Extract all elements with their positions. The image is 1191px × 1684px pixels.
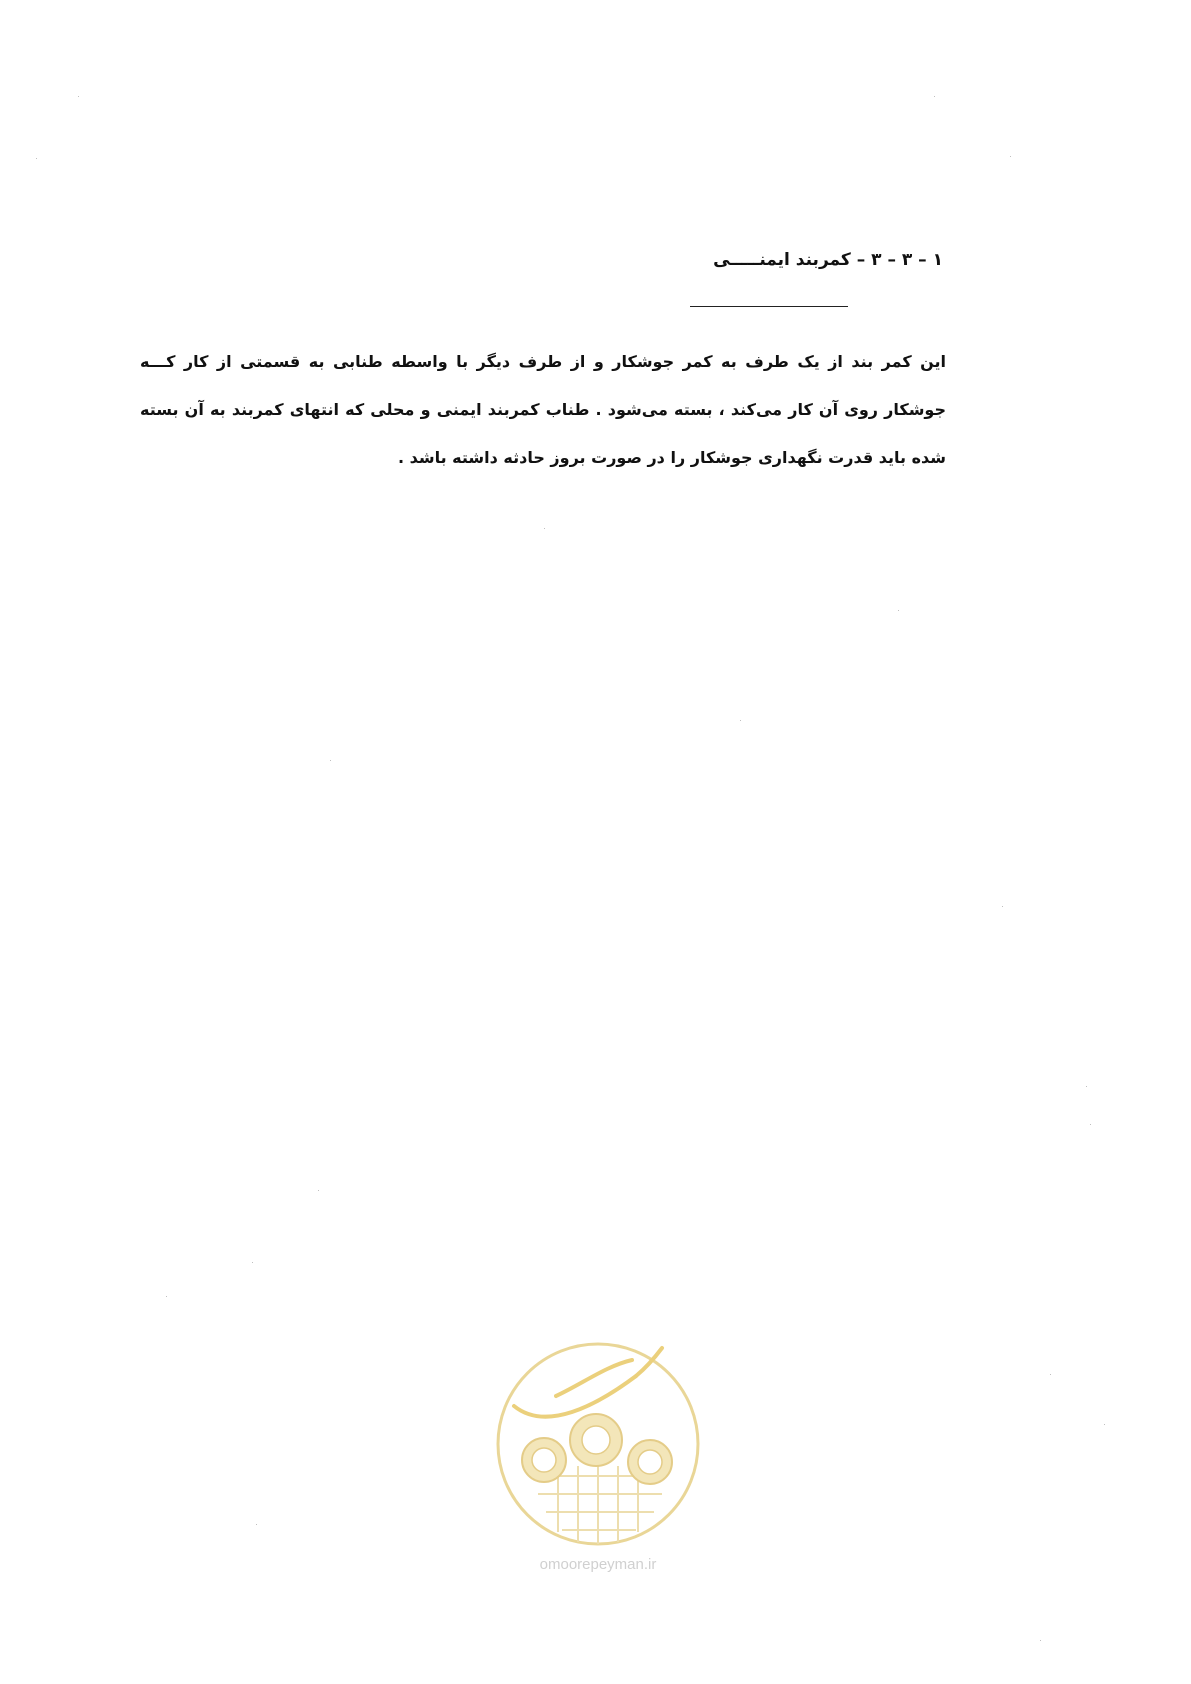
paragraph-line-2: جوشکار روی آن کار می‌کند ، بسته می‌شود . طناب کمربند ایمنی و محلی که انتهای کمربند به آن بسته xyxy=(140,400,946,419)
paragraph-line-3: شده باید قدرت نگهداری جوشکار را در صورت بروز حادثه داشته باشد . xyxy=(397,448,946,467)
watermark-logo xyxy=(486,1336,710,1586)
scan-speck xyxy=(1104,1424,1105,1425)
section-heading: ۱ – ۳ – ۳ – کمربند ایمنـــــی xyxy=(713,250,943,270)
scan-speck xyxy=(1002,906,1003,907)
scan-speck xyxy=(1040,1640,1041,1641)
scan-speck xyxy=(330,760,331,761)
scan-speck xyxy=(256,1524,257,1525)
scan-speck xyxy=(78,96,79,97)
watermark-seal-icon xyxy=(486,1336,710,1552)
scan-speck xyxy=(1050,1374,1051,1375)
scan-speck xyxy=(318,1190,319,1191)
scan-speck xyxy=(1010,156,1011,157)
scan-speck xyxy=(544,528,545,529)
scan-speck xyxy=(898,610,899,611)
scan-speck xyxy=(934,96,935,97)
scan-speck xyxy=(166,1296,167,1297)
watermark-url: omoorepeyman.ir xyxy=(539,1556,657,1573)
body-paragraph xyxy=(140,338,946,482)
scan-speck xyxy=(36,158,37,159)
scan-speck xyxy=(740,720,741,721)
paragraph-line-1: این کمر بند از یک طرف به کمر جوشکار و از طرف دیگر با واسطه طنابی به قسمتی از کار کـــه xyxy=(140,352,946,371)
scan-speck xyxy=(1086,1086,1087,1087)
heading-underline xyxy=(690,306,848,307)
scan-speck xyxy=(1090,1124,1091,1125)
scan-speck xyxy=(252,1262,253,1263)
